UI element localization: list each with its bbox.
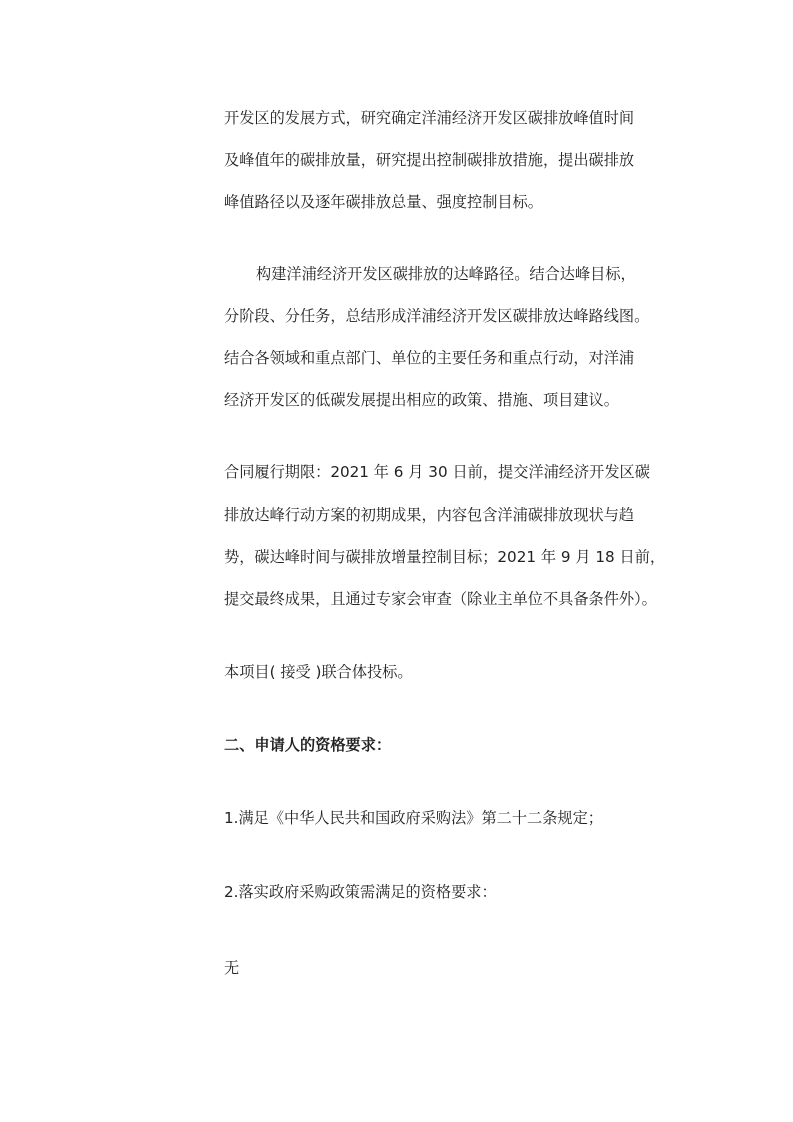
qualification-item-2-answer: 无: [224, 959, 240, 977]
paragraph-1-line-3: 峰值路径以及逐年碳排放总量、强度控制目标。: [224, 193, 543, 211]
contract-period-line-4: 提交最终成果，且通过专家会审查（除业主单位不具备条件外）。: [224, 590, 657, 608]
qualification-item-1: 1.满足《中华人民共和国政府采购法》第二十二条规定；: [224, 809, 603, 827]
paragraph-2-line-4: 经济开发区的低碳发展提出相应的政策、措施、项目建议。: [224, 391, 619, 409]
contract-period-line-1: 合同履行期限：2021 年 6 月 30 日前，提交洋浦经济开发区碳: [224, 463, 650, 481]
paragraph-2-line-2: 分阶段、分任务，总结形成洋浦经济开发区碳排放达峰路线图。: [224, 307, 650, 325]
paragraph-1-line-1: 开发区的发展方式，研究确定洋浦经济开发区碳排放峰值时间: [224, 109, 635, 127]
contract-period-line-3: 势，碳达峰时间与碳排放增量控制目标；2021 年 9 月 18 日前，: [224, 548, 666, 566]
consortium-statement: 本项目( 接受 )联合体投标。: [224, 663, 413, 681]
paragraph-2-line-1: 构建洋浦经济开发区碳排放的达峰路径。结合达峰目标，: [256, 265, 636, 283]
qualification-item-2: 2.落实政府采购政策需满足的资格要求：: [224, 883, 497, 901]
section-2-heading: 二、申请人的资格要求：: [224, 736, 392, 754]
contract-period-line-2: 排放达峰行动方案的初期成果，内容包含洋浦碳排放现状与趋: [224, 506, 635, 524]
paragraph-2-line-3: 结合各领域和重点部门、单位的主要任务和重点行动，对洋浦: [224, 349, 635, 367]
paragraph-1-line-2: 及峰值年的碳排放量，研究提出控制碳排放措施，提出碳排放: [224, 151, 635, 169]
